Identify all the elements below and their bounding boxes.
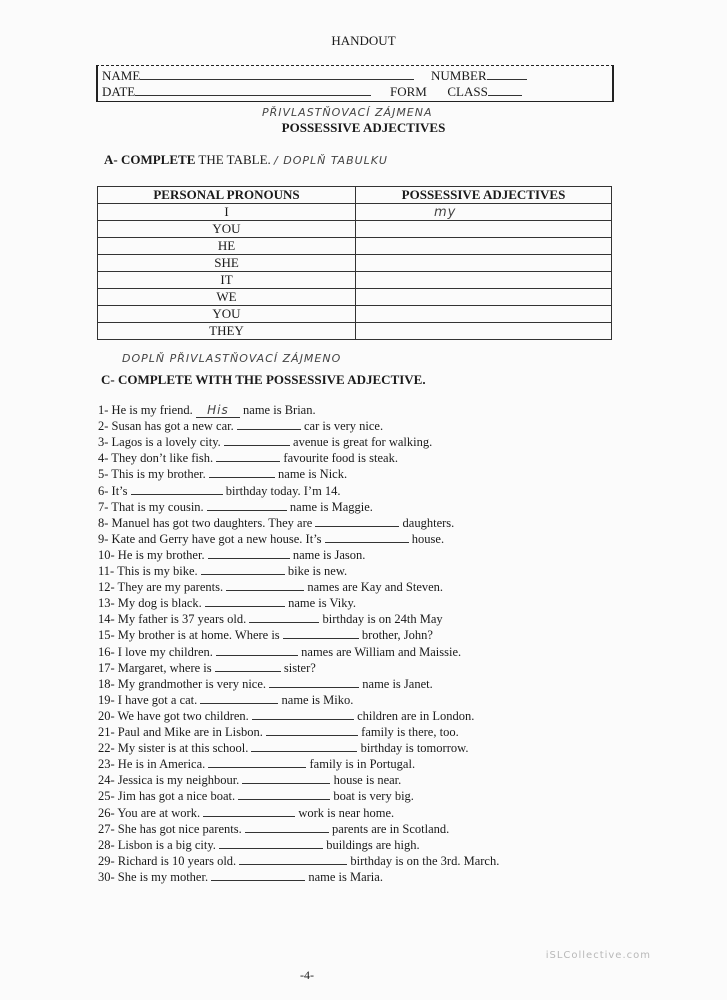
main-title: POSSESSIVE ADJECTIVES <box>281 120 446 135</box>
answer-blank[interactable] <box>209 467 275 478</box>
answer-blank[interactable] <box>269 677 359 688</box>
exercise-prompt: 23- He is in America. <box>98 757 206 772</box>
answer-blank[interactable]: His <box>196 403 240 418</box>
exercise-line <box>98 564 347 579</box>
exercise-prompt: 9- Kate and Gerry have got a new house. It’s <box>98 531 322 546</box>
answer-cell[interactable] <box>356 255 612 272</box>
answer-blank[interactable] <box>283 628 359 639</box>
exercise-line <box>98 661 316 676</box>
watermark: iSLCollective.com <box>545 950 651 961</box>
exercise-prompt: 17- Margaret, where is <box>98 660 212 675</box>
pronoun-cell: YOU <box>98 306 356 323</box>
exercise-continuation: car is very nice. <box>303 419 384 434</box>
exercise-prompt: 24- Jessica is my neighbour. <box>98 773 240 788</box>
exercise-continuation: name is Brian. <box>243 403 316 417</box>
student-info-box <box>96 65 614 102</box>
exercise-prompt: 28- Lisbon is a big city. <box>98 837 216 852</box>
exercise-prompt: 26- You are at work. <box>98 805 201 820</box>
exercise-continuation: name is Janet. <box>362 676 433 691</box>
answer-blank[interactable] <box>226 580 304 591</box>
exercise-prompt: 18- My grandmother is very nice. <box>98 676 267 691</box>
table-row <box>98 272 612 289</box>
exercise-continuation: brother, John? <box>361 628 433 643</box>
exercise-continuation: daughters. <box>402 515 455 530</box>
exercise-line <box>98 725 459 740</box>
section-a-handnote: / DOPLŇ TABULKU <box>274 154 388 167</box>
exercise-prompt: 3- Lagos is a lovely city. <box>98 435 221 450</box>
answer-blank[interactable] <box>203 806 295 817</box>
number-field[interactable] <box>487 68 527 80</box>
exercise-line <box>98 806 394 821</box>
exercise-prompt: 15- My brother is at home. Where is <box>98 628 280 643</box>
pronoun-table <box>97 186 612 340</box>
exercise-line <box>98 435 432 450</box>
exercise-prompt: 11- This is my bike. <box>98 564 198 578</box>
exercise-continuation: buildings are high. <box>326 837 420 852</box>
exercise-continuation: name is Maria. <box>308 869 383 884</box>
exercise-continuation: name is Miko. <box>281 692 354 707</box>
answer-cell[interactable] <box>356 306 612 323</box>
pronoun-cell: WE <box>98 289 356 306</box>
exercise-line <box>98 612 443 627</box>
table-header-row <box>98 187 612 204</box>
answer-blank[interactable] <box>131 484 223 495</box>
answer-cell[interactable] <box>356 323 612 340</box>
answer-blank[interactable] <box>208 757 306 768</box>
pronoun-cell: YOU <box>98 221 356 238</box>
answer-blank[interactable] <box>237 419 301 430</box>
table-row <box>98 255 612 272</box>
exercise-prompt: 5- This is my brother. <box>98 467 206 482</box>
exercise-continuation: birthday is tomorrow. <box>360 741 469 756</box>
exercise-prompt: 27- She has got nice parents. <box>98 821 242 836</box>
answer-blank[interactable] <box>252 709 354 720</box>
exercise-continuation: parents are in Scotland. <box>331 821 450 836</box>
exercise-continuation: name is Nick. <box>278 467 348 482</box>
table-row <box>98 221 612 238</box>
answer-blank[interactable] <box>251 741 357 752</box>
answer-blank[interactable] <box>208 548 290 559</box>
answer-blank[interactable] <box>216 645 298 656</box>
exercise-prompt: 12- They are my parents. <box>98 580 224 595</box>
answer-blank[interactable] <box>215 661 281 672</box>
pronoun-cell: HE <box>98 238 356 255</box>
exercise-line <box>98 403 316 418</box>
exercise-continuation: birthday is on the 3rd. March. <box>350 853 500 868</box>
class-label: CLASS <box>447 84 488 99</box>
exercise-continuation: avenue is great for walking. <box>293 435 433 450</box>
exercise-continuation: favourite food is steak. <box>283 451 398 466</box>
exercise-line <box>98 548 365 563</box>
exercise-continuation: name is Jason. <box>292 547 366 562</box>
exercise-prompt: 6- It’s <box>98 483 128 498</box>
col-header-pronouns: PERSONAL PRONOUNS <box>98 187 356 204</box>
exercise-line <box>98 822 449 837</box>
exercise-continuation: children are in London. <box>357 708 475 723</box>
exercise-continuation: sister? <box>283 660 316 675</box>
number-label: NUMBER <box>431 68 487 83</box>
exercise-prompt: 21- Paul and Mike are in Lisbon. <box>98 725 263 739</box>
exercise-prompt: 29- Richard is 10 years old. <box>98 853 237 868</box>
exercise-continuation: house is near. <box>333 773 402 788</box>
section-c-handnote: DOPLŇ PŘIVLASTŇOVACÍ ZÁJMENO <box>122 352 342 365</box>
exercise-line <box>98 484 341 499</box>
exercise-prompt: 30- She is my mother. <box>98 869 209 884</box>
exercise-continuation: birthday is on 24th May <box>322 612 443 627</box>
exercise-prompt: 19- I have got a cat. <box>98 692 198 707</box>
answer-blank[interactable] <box>219 838 323 849</box>
handwritten-title-note: PŘIVLASTŇOVACÍ ZÁJMENA <box>262 106 433 119</box>
exercise-line <box>98 451 398 466</box>
exercise-line <box>98 709 474 724</box>
section-c-heading: C- COMPLETE WITH THE POSSESSIVE ADJECTIVE. <box>101 372 426 387</box>
exercise-line <box>98 516 454 531</box>
answer-blank[interactable] <box>238 789 330 800</box>
date-label: DATE <box>102 84 136 99</box>
exercise-line <box>98 693 353 708</box>
exercise-line <box>98 789 414 804</box>
exercise-prompt: 1- He is my friend. <box>98 403 193 417</box>
section-a-label-rest: THE TABLE. <box>198 152 271 167</box>
exercise-line <box>98 870 383 885</box>
pronoun-cell: I <box>98 204 356 221</box>
section-a-label-bold: A- COMPLETE <box>104 152 196 167</box>
answer-blank[interactable] <box>224 435 290 446</box>
exercise-line <box>98 500 373 515</box>
exercise-continuation: family is there, too. <box>361 725 459 739</box>
answer-blank[interactable] <box>249 612 319 623</box>
answer-blank[interactable] <box>205 596 285 607</box>
exercise-prompt: 16- I love my children. <box>98 644 213 659</box>
page-number: -4- <box>300 968 314 982</box>
exercise-continuation: name is Maggie. <box>289 499 373 514</box>
exercise-line <box>98 773 401 788</box>
answer-blank[interactable] <box>242 773 330 784</box>
exercise-line <box>98 741 468 756</box>
exercise-continuation: bike is new. <box>287 564 348 578</box>
exercise-continuation: birthday today. I’m 14. <box>225 483 341 498</box>
page-title: HANDOUT <box>331 33 396 48</box>
exercise-line <box>98 854 499 869</box>
answer-blank[interactable] <box>325 532 409 543</box>
table-row <box>98 323 612 340</box>
exercise-prompt: 14- My father is 37 years old. <box>98 612 247 627</box>
answer-blank[interactable] <box>266 725 358 736</box>
exercise-prompt: 25- Jim has got a nice boat. <box>98 789 236 804</box>
exercise-continuation: boat is very big. <box>333 789 414 804</box>
date-field[interactable] <box>135 84 371 96</box>
exercise-line <box>98 645 461 660</box>
exercise-continuation: house. <box>411 531 445 546</box>
exercise-line <box>98 419 383 434</box>
exercise-prompt: 22- My sister is at this school. <box>98 741 249 756</box>
exercise-continuation: names are William and Maissie. <box>301 644 462 659</box>
exercise-continuation: names are Kay and Steven. <box>307 580 444 595</box>
exercise-prompt: 7- That is my cousin. <box>98 499 204 514</box>
section-a-heading <box>104 152 388 168</box>
exercise-line <box>98 580 443 595</box>
exercise-continuation: work is near home. <box>298 805 395 820</box>
answer-blank[interactable] <box>216 451 280 462</box>
answer-blank[interactable] <box>207 500 287 511</box>
answer-blank[interactable] <box>211 870 305 881</box>
name-label: NAME <box>102 68 141 83</box>
exercise-prompt: 8- Manuel has got two daughters. They are <box>98 515 313 530</box>
table-row <box>98 289 612 306</box>
table-row <box>98 306 612 323</box>
answer-cell[interactable] <box>356 238 612 255</box>
answer-blank[interactable] <box>245 822 329 833</box>
name-field[interactable] <box>140 68 414 80</box>
answer-cell[interactable] <box>356 289 612 306</box>
exercise-line <box>98 838 420 853</box>
answer-cell[interactable] <box>356 221 612 238</box>
pronoun-cell: THEY <box>98 323 356 340</box>
col-header-possessives: POSSESSIVE ADJECTIVES <box>356 187 612 204</box>
exercise-continuation: name is Viky. <box>288 596 357 611</box>
exercise-line <box>98 596 356 611</box>
class-field[interactable] <box>488 84 522 96</box>
answer-cell[interactable] <box>356 272 612 289</box>
answer-blank[interactable] <box>239 854 347 865</box>
form-label: FORM <box>390 84 427 99</box>
table-row <box>98 238 612 255</box>
exercise-line <box>98 628 433 643</box>
exercise-prompt: 13- My dog is black. <box>98 596 202 611</box>
exercise-line <box>98 677 433 692</box>
exercise-line <box>98 532 444 547</box>
exercise-line <box>98 757 415 772</box>
exercise-line <box>98 467 347 482</box>
pronoun-cell: SHE <box>98 255 356 272</box>
answer-blank[interactable] <box>315 516 399 527</box>
answer-blank[interactable] <box>201 564 285 575</box>
exercise-prompt: 20- We have got two children. <box>98 708 249 723</box>
answer-blank[interactable] <box>200 693 278 704</box>
table-row <box>98 204 612 221</box>
pronoun-cell: IT <box>98 272 356 289</box>
exercise-prompt: 10- He is my brother. <box>98 547 205 562</box>
exercise-continuation: family is in Portugal. <box>309 757 416 772</box>
exercise-prompt: 4- They don’t like fish. <box>98 451 214 466</box>
exercise-prompt: 2- Susan has got a new car. <box>98 419 234 434</box>
answer-cell[interactable]: my <box>356 204 612 221</box>
